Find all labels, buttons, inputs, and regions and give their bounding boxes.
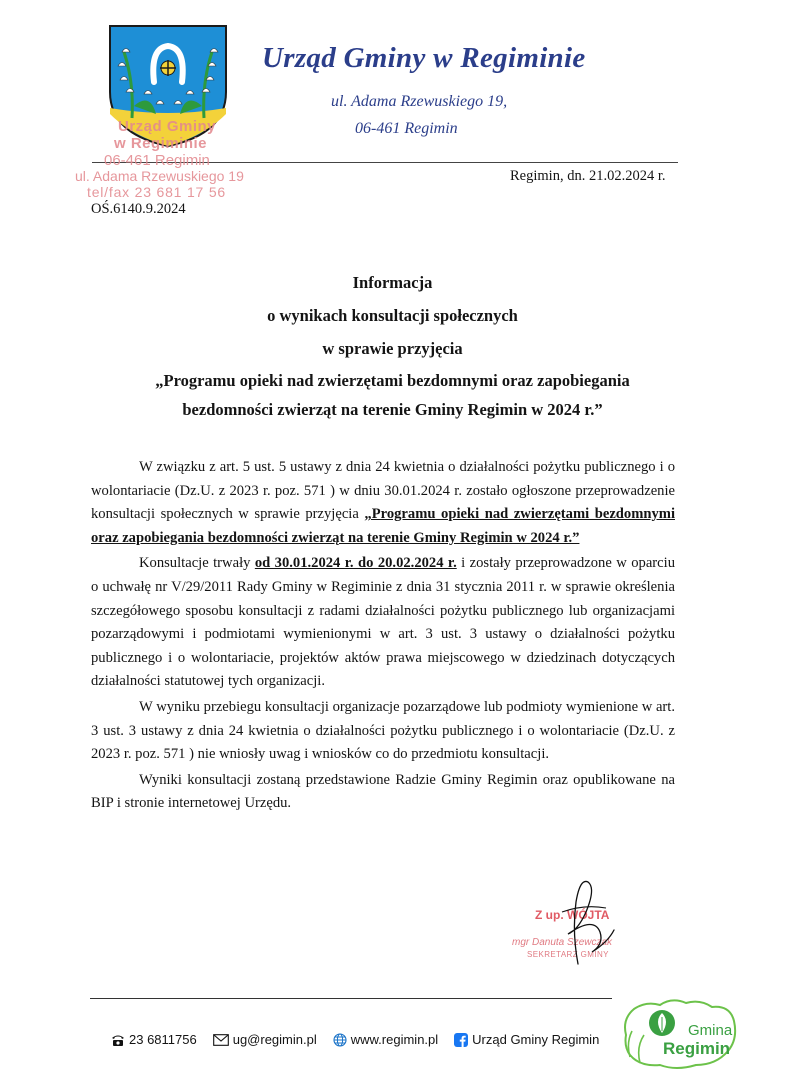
paragraph-2-rest: i zostały przeprowadzone w oparciu o uchwałę nr V/29/2011 Rady Gminy w Regiminie z dnia 31 stycznia 2011 r. w sprawie określenia szczegółowego sposobu konsultacji z radami działalności pożytku publicznego lub organizacjami pozarządowymi i podmiotami wymienionymi w art. 3 ust. 3 ustawy o działalności pożytku publicznego i o wolontariacie, projektów aktów prawa miejscowego w dziedzinach dotyczących działalności statutowej tych organizacji. [91,555,675,690]
signature-stamp-line-1: Z up. WÓJTA [535,908,610,922]
title-line-2: o wynikach konsultacji społecznych [267,306,518,325]
title-line-5: bezdomności zwierząt na terenie Gminy Regimin w 2024 r.” [182,400,603,419]
stamp-line-1: Urząd Gminy [118,118,217,135]
paragraph-3: W wyniku przebiegu konsultacji organizacje pozarządowe lub podmioty wymienione w art. 3 ust. 3 ustawy z dnia 24 kwietnia o działalności pożytku publicznego i o wolontariacie (Dz.U. z 2023 r. poz. 571 ) nie wniosły uwag i wniosków co do przedmiotu konsultacji. [91,698,675,763]
stamp-line-4: ul. Adama Rzewuskiego 19 [75,168,244,184]
program-name: „Programu opieki nad zwierzętami bezdomnymi oraz zapobiegania bezdomności zwierząt na terenie Gminy Regimin w 2024 r.” [91,506,675,546]
website-link[interactable]: www.regimin.pl [350,1032,439,1047]
office-name: Urząd Gminy w Regiminie [262,42,586,74]
footer-email[interactable] [213,1032,317,1047]
stamp-line-3: 06-461 Regimin [104,152,210,169]
title-line-4: „Programu opieki nad zwierzętami bezdomnymi oraz zapobiegania [155,371,630,390]
title-line-1: Informacja [352,273,433,292]
office-address-city: 06-461 Regimin [355,120,458,137]
email-link[interactable]: ug@regimin.pl [232,1032,317,1047]
document-date: Regimin, dn. 21.02.2024 r. [510,168,666,184]
facebook-link[interactable]: Urząd Gminy Regimin [472,1032,600,1047]
signature-stamp-line-2: mgr Danuta Szewczak [512,937,613,948]
stamp-line-5: tel/fax 23 681 17 56 [87,184,226,200]
facebook-icon [454,1033,468,1047]
logo-text-regimin: Regimin [663,1039,731,1058]
signature-stamp-line-3: SEKRETARZ GMINY [527,950,609,959]
phone-icon [111,1034,125,1046]
phone-number: 23 6811756 [129,1032,197,1047]
paragraph-2-start: Konsultacje trwały [139,555,255,572]
envelope-icon [213,1034,229,1046]
reference-number: OŚ.6140.9.2024 [91,201,186,217]
document-body [91,456,675,818]
paragraph-4: Wyniki konsultacji zostaną przedstawione Radzie Gminy Regimin oraz opublikowane na BIP i stronie internetowej Urzędu. [91,771,675,812]
footer-website[interactable] [333,1032,438,1047]
logo-text-gmina: Gmina [688,1022,733,1039]
handwritten-signature [548,872,618,967]
stamp-line-2: w Regiminie [114,135,208,152]
paragraph-1-text: W związku z art. 5 ust. 5 ustawy z dnia 24 kwietnia o działalności pożytku publicznego i o wolontariacie (Dz.U. z 2023 r. poz. 571 ) w dniu 30.01.2024 r. zostało ogłoszone przeprowadzenie konsultacji społecznych w sprawie przyjęcia [91,459,675,523]
footer-facebook[interactable] [454,1032,599,1047]
office-address-street: ul. Adama Rzewuskiego 19, [331,93,508,110]
footer-contacts [111,1032,599,1047]
globe-icon [333,1033,347,1047]
paragraph-1 [91,456,675,550]
paragraph-2 [91,552,675,694]
title-line-3: w sprawie przyjęcia [322,339,463,358]
footer-phone [111,1032,197,1047]
footer-divider [90,998,612,999]
consultation-period: od 30.01.2024 r. do 20.02.2024 r. [254,555,457,572]
